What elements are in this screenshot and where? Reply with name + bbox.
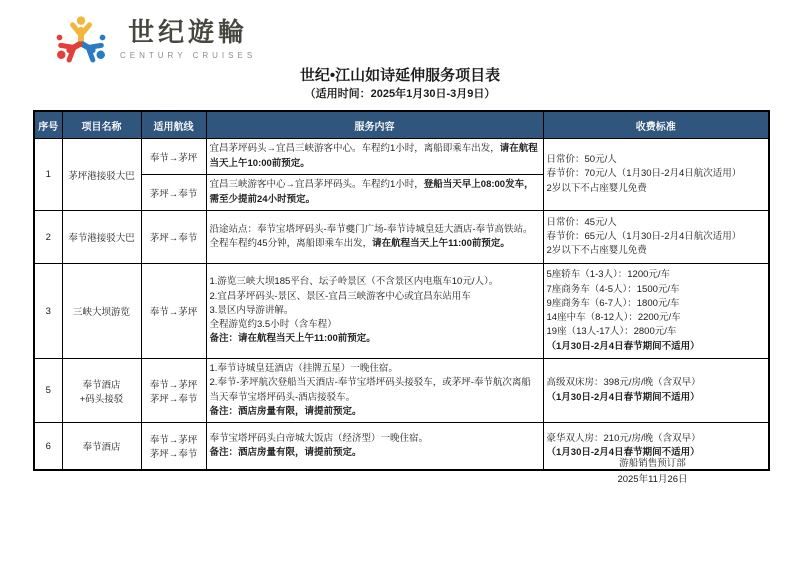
- price-line: 7座商务车（4-5人）：1500元/车: [546, 283, 680, 295]
- service-line: 3.景区内导游讲解。: [209, 304, 294, 316]
- cell-price: [543, 139, 769, 211]
- cell-seq: 6: [34, 423, 62, 471]
- route-line: 茅坪→奉节: [149, 393, 198, 405]
- price-note: （1月30日-2月4日春节期间不适用）: [546, 447, 700, 458]
- price-note: （1月30日-2月4日春节期间不适用）: [546, 340, 700, 352]
- cell-seq: 3: [34, 264, 62, 359]
- logo-text: [120, 20, 256, 60]
- footer-date: 2025年11月26日: [617, 473, 688, 485]
- cell-price: [543, 264, 769, 359]
- price-line: 9座商务车（6-7人）：1800元/车: [546, 297, 680, 309]
- page-subtitle: （适用时间：2025年1月30日-3月9日）: [304, 87, 496, 100]
- project-name-line: +码头接驳: [79, 393, 124, 405]
- cell-project: 奉节酒店: [62, 423, 141, 471]
- cell-project: 三峡大坝游览: [62, 264, 141, 359]
- service-note: 备注：请在航程当天上午11:00前预定。: [209, 333, 376, 345]
- table-row-2: [34, 211, 769, 264]
- price-line: 19座（13人-17人）：2800元/车: [546, 326, 677, 338]
- cell-seq: 2: [34, 211, 62, 264]
- cell-seq: 5: [34, 359, 62, 423]
- service-text: 宜昌三峡游客中心→宜昌茅坪码头。车程约1小时，: [209, 179, 424, 191]
- price-note: （1月30日-2月4日春节期间不适用）: [546, 391, 700, 403]
- header-project-name: 项目名称: [62, 111, 141, 139]
- cell-service: [206, 359, 543, 423]
- cell-route: [141, 423, 206, 471]
- footer-department: 游船销售预订部: [619, 458, 686, 469]
- page-title: 世纪•江山如诗延伸服务项目表: [299, 67, 501, 84]
- footer-signature: [535, 456, 770, 487]
- cell-seq: 1: [34, 139, 62, 211]
- cell-project: 茅坪港接驳大巴: [62, 139, 141, 211]
- header-price-standard: 收费标准: [543, 111, 769, 139]
- price-line: 春节价：70元/人（1月30日-2月4日航次适用）: [546, 168, 742, 180]
- route-line: 茅坪→奉节: [149, 449, 198, 460]
- cell-service: [206, 211, 543, 264]
- cell-service: [206, 264, 543, 359]
- service-text: 沿途站点：奉节宝塔坪码头-奉节夔门广场-奉节诗城皇廷大酒店-奉节高铁站。全程车程约45分钟，离船即乘车出发，: [209, 223, 533, 249]
- price-line: 春节价：65元/人（1月30日-2月4日航次适用）: [546, 230, 742, 242]
- price-line: 高级双床房：398元/房/晚（含双早）: [546, 377, 701, 389]
- project-name-line: 奉节酒店: [82, 379, 121, 391]
- table-row-5: [34, 359, 769, 423]
- header-seq: 序号: [34, 111, 62, 139]
- logo-name-english: CENTURY CRUISES: [120, 51, 257, 60]
- pinwheel-people-logo-icon: [54, 13, 108, 67]
- price-line: 2岁以下不占座婴儿免费: [546, 182, 647, 194]
- price-line: 日常价：50元/人: [546, 154, 617, 166]
- service-note: 备注：酒店房量有限，请提前预定。: [209, 405, 362, 417]
- cell-price: [543, 359, 769, 423]
- price-line: 5座轿车（1-3人）：1200元/车: [546, 269, 671, 281]
- cell-project: 奉节港接驳大巴: [62, 211, 141, 264]
- title-block: [0, 67, 800, 102]
- service-note: 备注：酒店房量有限，请提前预定。: [209, 447, 362, 458]
- service-line: 奉节宝塔坪码头白帝城大饭店（经济型）一晚住宿。: [209, 432, 429, 444]
- cell-service: [206, 139, 543, 175]
- cell-price: [543, 211, 769, 264]
- price-line: 14座中车（8-12人）：2200元/车: [546, 312, 681, 323]
- cell-project: [62, 359, 141, 423]
- price-line: 豪华双人房：210元/房/晚（含双早）: [546, 432, 701, 444]
- service-text: 宜昌茅坪码头→宜昌三峡游客中心。车程约1小时，离船即乘车出发，: [209, 143, 500, 155]
- cell-route: 茅坪→奉节: [141, 211, 206, 264]
- service-line: 1.奉节诗城皇廷酒店（挂牌五星）一晚住宿。: [209, 363, 398, 374]
- route-line: 奉节→茅坪: [149, 435, 198, 446]
- price-line: 2岁以下不占座婴儿免费: [546, 245, 647, 257]
- century-cruises-logo: [54, 13, 256, 67]
- table-header-row: [34, 111, 769, 139]
- cell-route: [141, 359, 206, 423]
- price-line: 日常价：45元/人: [546, 216, 617, 228]
- service-line: 2.宜昌茅坪码头-景区、景区-宜昌三峡游客中心或宜昌东站用车: [209, 290, 471, 302]
- service-line: 全程游览约3.5小时（含车程）: [209, 319, 337, 331]
- service-line: 2.奉节-茅坪航次登船当天酒店-奉节宝塔坪码头接驳车，或茅坪-奉节航次离船当天奉节宝塔坪码头-酒店接驳车。: [209, 377, 531, 403]
- cell-service: [206, 423, 543, 471]
- logo-name-chinese: 世纪遊輪: [128, 18, 249, 48]
- service-text-bold: 请在航程当天上午11:00前预定。: [372, 238, 510, 249]
- route-line: 奉节→茅坪: [149, 379, 198, 391]
- cell-service: [206, 175, 543, 211]
- cell-route: 茅坪→奉节: [141, 175, 206, 211]
- service-text-bold: 请在航程当天上午10:00前预定。: [209, 143, 538, 169]
- cell-route: 奉节→茅坪: [141, 139, 206, 175]
- cell-route: 奉节→茅坪: [141, 264, 206, 359]
- table-row-1a: [34, 139, 769, 175]
- header-route: 适用航线: [141, 111, 206, 139]
- service-text-bold: 登船当天早上08:00发车，需至少提前24小时预定。: [209, 179, 534, 205]
- service-line: 1.游览三峡大坝185平台、坛子岭景区（不含景区内电瓶车10元/人）。: [209, 276, 499, 288]
- table-row-3: [34, 264, 769, 359]
- header-service-content: 服务内容: [206, 111, 543, 139]
- service-items-table: [33, 110, 770, 471]
